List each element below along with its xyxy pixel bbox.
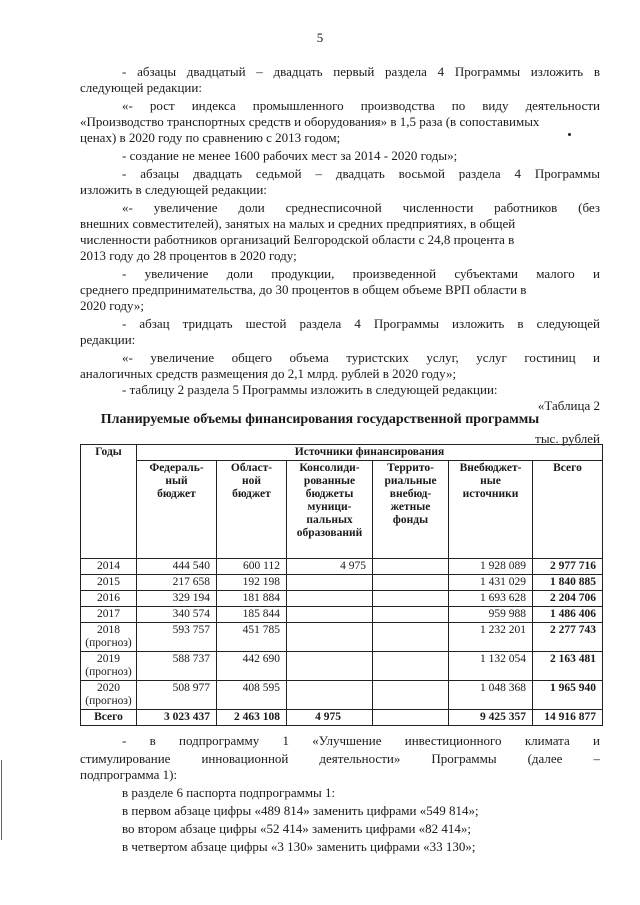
paragraph-line: - создание не менее 1600 рабочих мест за 2014 - 2020 годы»;: [122, 148, 458, 163]
cell-municipal: [287, 575, 373, 591]
cell-offbudget: 1 048 368: [449, 681, 533, 710]
paragraph-line: ценах) в 2020 году по сравнению с 2013 годом;: [80, 130, 341, 145]
paragraph-line: подпрограмма 1):: [80, 767, 178, 782]
cell-offbudget: 959 988: [449, 607, 533, 623]
header-years: Годы: [81, 445, 137, 559]
table-header-row: [81, 445, 603, 461]
table-row: [81, 652, 603, 681]
financing-table: [80, 444, 603, 726]
header-sources: Источники финансирования: [137, 445, 603, 461]
cell-federal: 444 540: [137, 559, 217, 575]
cell-territorial: [373, 591, 449, 607]
cell-total: 1 840 885: [533, 575, 603, 591]
header-offbudget: Внебюджет- ные источники: [449, 461, 533, 559]
paragraph-line: в разделе 6 паспорта подпрограммы 1:: [122, 785, 336, 800]
cell-municipal: [287, 623, 373, 652]
table-row: [81, 623, 603, 652]
table-units: тыс. рублей: [535, 431, 600, 446]
cell-territorial: [373, 607, 449, 623]
cell-offbudget: 1 232 201: [449, 623, 533, 652]
cell-regional: 451 785: [217, 623, 287, 652]
paragraph-line: внешних совместителей), занятых на малых и средних предприятиях, в общей: [80, 216, 516, 231]
cell-year: 2016: [81, 591, 137, 607]
cell-regional: 185 844: [217, 607, 287, 623]
paragraph-line: - в подпрограмму 1 «Улучшение инвестиционного климата и: [122, 733, 600, 748]
cell-regional: 181 884: [217, 591, 287, 607]
cell-offbudget: 1 928 089: [449, 559, 533, 575]
cell-federal: 340 574: [137, 607, 217, 623]
cell-federal: 593 757: [137, 623, 217, 652]
cell-territorial: [373, 710, 449, 726]
cell-federal: 329 194: [137, 591, 217, 607]
cell-total: 14 916 877: [533, 710, 603, 726]
scan-edge-mark: [1, 760, 2, 840]
paragraph-line: стимулирование инновационной деятельности» Программы (далее –: [80, 751, 600, 766]
cell-total: 2 277 743: [533, 623, 603, 652]
cell-year: 2014: [81, 559, 137, 575]
paragraph-line: - абзацы двадцатый – двадцать первый раздела 4 Программы изложить в: [122, 64, 600, 79]
header-total: Всего: [533, 461, 603, 559]
table-label: «Таблица 2: [537, 398, 600, 413]
cell-year: 2019 (прогноз): [81, 652, 137, 681]
cell-municipal: [287, 681, 373, 710]
table-header-row: [81, 461, 603, 559]
table-row: [81, 607, 603, 623]
cell-municipal: 4 975: [287, 710, 373, 726]
cell-federal: 217 658: [137, 575, 217, 591]
table-row: [81, 591, 603, 607]
cell-offbudget: 9 425 357: [449, 710, 533, 726]
cell-territorial: [373, 559, 449, 575]
cell-total: 2 977 716: [533, 559, 603, 575]
cell-federal: 588 737: [137, 652, 217, 681]
cell-total: 1 965 940: [533, 681, 603, 710]
paragraph-line: в первом абзаце цифры «489 814» заменить цифрами «549 814»;: [122, 803, 479, 818]
cell-federal: 508 977: [137, 681, 217, 710]
table-total-row: [81, 710, 603, 726]
cell-municipal: [287, 652, 373, 681]
header-federal: Федераль- ный бюджет: [137, 461, 217, 559]
cell-year: 2018 (прогноз): [81, 623, 137, 652]
cell-offbudget: 1 431 029: [449, 575, 533, 591]
paragraph-line: «- увеличение доли среднесписочной численности работников (без: [122, 200, 600, 215]
cell-total: 1 486 406: [533, 607, 603, 623]
table-title: Планируемые объемы финансирования государственной программы: [100, 412, 540, 427]
cell-year: Всего: [81, 710, 137, 726]
cell-regional: 192 198: [217, 575, 287, 591]
paragraph-line: «- рост индекса промышленного производства по виду деятельности: [122, 98, 600, 113]
cell-total: 2 204 706: [533, 591, 603, 607]
page-number: 5: [316, 30, 324, 45]
cell-regional: 408 595: [217, 681, 287, 710]
paragraph-line: «Производство транспортных средств и оборудования» в 1,5 раза (в сопоставимых: [80, 114, 540, 129]
cell-year: 2015: [81, 575, 137, 591]
paragraph-line: численности работников организаций Белгородской области с 24,8 процента в: [80, 232, 515, 247]
cell-regional: 600 112: [217, 559, 287, 575]
paragraph-line: во втором абзаце цифры «52 414» заменить цифрами «82 414»;: [122, 821, 472, 836]
cell-regional: 442 690: [217, 652, 287, 681]
table-row: [81, 575, 603, 591]
scan-speck: [568, 133, 571, 136]
paragraph-line: аналогичных средств размещения до 2,1 млрд. рублей в 2020 году»;: [80, 366, 457, 381]
paragraph-line: - абзацы двадцать седьмой – двадцать восьмой раздела 4 Программы: [122, 166, 600, 181]
header-municipal: Консолиди- рованные бюджеты муници- пальных образований: [287, 461, 373, 559]
cell-total: 2 163 481: [533, 652, 603, 681]
table-row: [81, 559, 603, 575]
cell-territorial: [373, 681, 449, 710]
cell-municipal: [287, 607, 373, 623]
paragraph-line: - таблицу 2 раздела 5 Программы изложить в следующей редакции:: [122, 382, 498, 397]
paragraph-line: 2013 году до 28 процентов в 2020 году;: [80, 248, 297, 263]
paragraph-line: следующей редакции:: [80, 80, 202, 95]
paragraph-line: «- увеличение общего объема туристских услуг, услуг гостиниц и: [122, 350, 600, 365]
paragraph-line: 2020 году»;: [80, 298, 144, 313]
cell-year: 2020 (прогноз): [81, 681, 137, 710]
cell-offbudget: 1 132 054: [449, 652, 533, 681]
cell-regional: 2 463 108: [217, 710, 287, 726]
cell-year: 2017: [81, 607, 137, 623]
header-territorial: Террито- риальные внебюд- жетные фонды: [373, 461, 449, 559]
cell-federal: 3 023 437: [137, 710, 217, 726]
cell-offbudget: 1 693 628: [449, 591, 533, 607]
cell-municipal: [287, 591, 373, 607]
table-row: [81, 681, 603, 710]
cell-territorial: [373, 575, 449, 591]
paragraph-line: - увеличение доли продукции, произведенной субъектами малого и: [122, 266, 600, 281]
paragraph-line: изложить в следующей редакции:: [80, 182, 267, 197]
paragraph-line: редакции:: [80, 332, 136, 347]
paragraph-line: в четвертом абзаце цифры «3 130» заменить цифрами «33 130»;: [122, 839, 476, 854]
cell-municipal: 4 975: [287, 559, 373, 575]
paragraph-line: - абзац тридцать шестой раздела 4 Программы изложить в следующей: [122, 316, 600, 331]
paragraph-line: среднего предпринимательства, до 30 процентов в общем объеме ВРП области в: [80, 282, 527, 297]
cell-territorial: [373, 623, 449, 652]
cell-territorial: [373, 652, 449, 681]
header-regional: Област- ной бюджет: [217, 461, 287, 559]
